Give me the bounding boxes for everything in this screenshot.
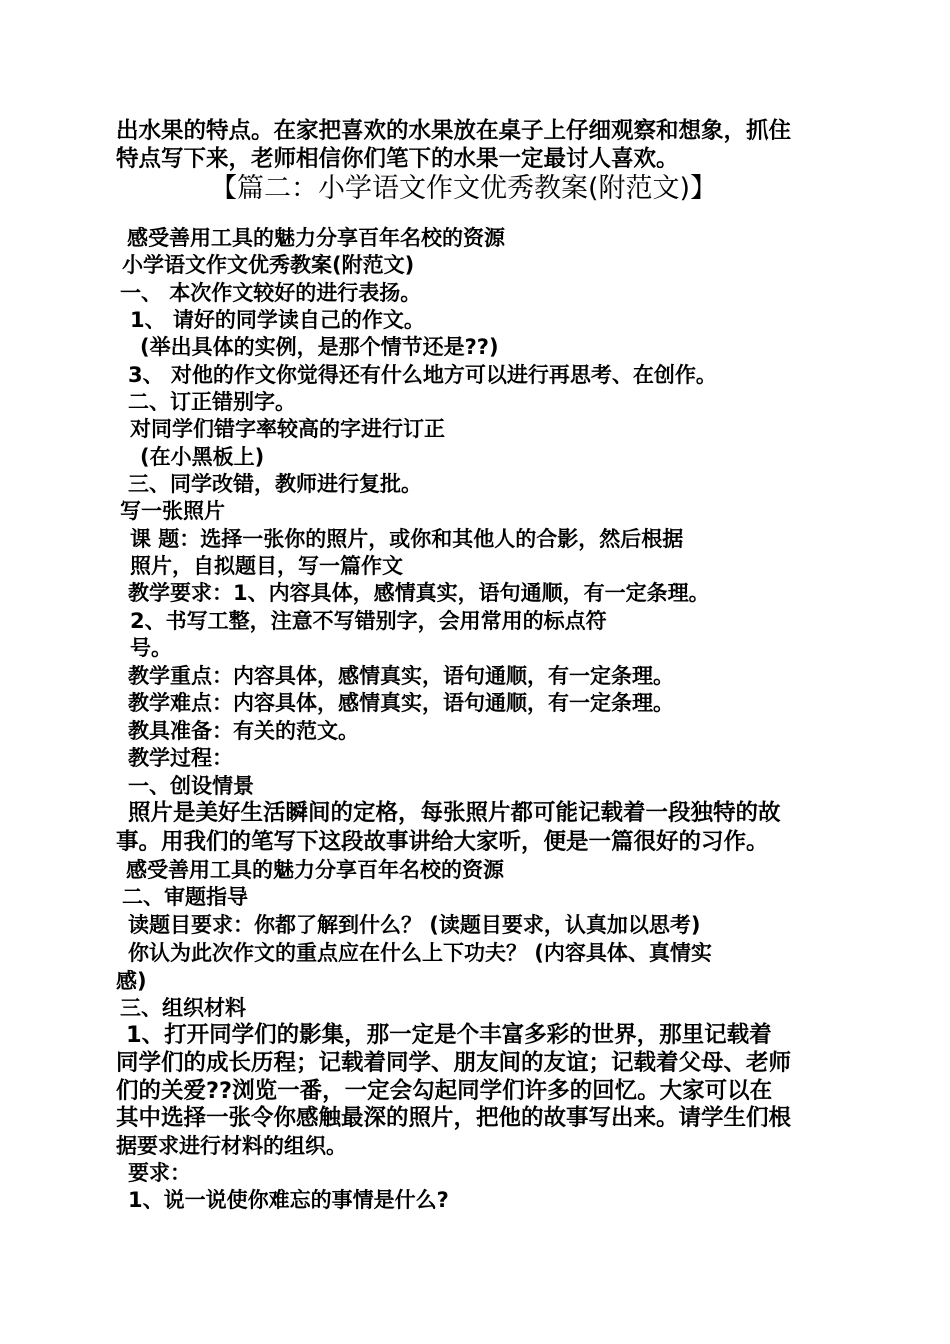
text-line: 据要求进行材料的组织。 — [116, 1134, 347, 1158]
text-line: 感受善用工具的魅力分享百年名校的资源 — [127, 226, 505, 250]
text-line: 3、 对他的作文你觉得还有什么地方可以进行再思考、在创作。 — [128, 363, 717, 387]
text-line: 1、打开同学们的影集，那一定是个丰富多彩的世界，那里记载着 — [126, 1022, 772, 1048]
text-line: 事。用我们的笔写下这段故事讲给大家听，便是一篇很好的习作。 — [116, 829, 769, 855]
text-line: 小学语文作文优秀教案(附范文) — [122, 253, 415, 277]
text-line: 教具准备：有关的范文。 — [128, 719, 359, 743]
text-line: 特点写下来，老师相信你们笔下的水果一定最讨人喜欢。 — [116, 146, 679, 172]
text-line: (举出具体的实例，是那个情节还是??) — [140, 335, 499, 359]
text-line: 教学难点：内容具体，感情真实，语句通顺，有一定条理。 — [128, 691, 674, 715]
text-line: 感) — [116, 969, 147, 993]
text-line: 照片，自拟题目，写一篇作文 — [130, 554, 403, 578]
text-line: 对同学们错字率较高的字进行订正 — [130, 417, 445, 441]
text-line: 三、组织材料 — [120, 996, 246, 1020]
text-line: (在小黑板上) — [140, 445, 265, 469]
text-line: 教学重点：内容具体，感情真实，语句通顺，有一定条理。 — [128, 664, 674, 688]
text-line: 写一张照片 — [120, 499, 225, 523]
text-line: 二、审题指导 — [122, 885, 248, 909]
text-line: 三、同学改错，教师进行复批。 — [128, 472, 422, 496]
text-line: 其中选择一张令你感触最深的照片，把他的故事写出来。请学生们根 — [116, 1105, 792, 1131]
text-line: 课 题：选择一张你的照片，或你和其他人的合影，然后根据 — [130, 527, 684, 551]
text-line: 一、 本次作文较好的进行表扬。 — [120, 281, 422, 305]
text-line: 出水果的特点。在家把喜欢的水果放在桌子上仔细观察和想象，抓住 — [116, 118, 792, 144]
text-line: 要求： — [128, 1161, 191, 1185]
text-line: 们的关爱??浏览一番，一定会勾起同学们许多的回忆。大家可以在 — [116, 1078, 773, 1104]
text-line: 你认为此次作文的重点应在什么上下功夫？ (内容具体、真情实 — [128, 941, 712, 965]
text-line: 照片是美好生活瞬间的定格，每张照片都可能记载着一段独特的故 — [128, 800, 781, 826]
text-line: 1、说一说使你难忘的事情是什么? — [128, 1188, 449, 1212]
text-line: 二、订正错别字。 — [128, 390, 296, 414]
section-heading: 【篇二：小学语文作文优秀教案(附范文)】 — [210, 173, 718, 204]
text-line: 同学们的成长历程；记载着同学、朋友间的友谊；记载着父母、老师 — [116, 1050, 792, 1076]
text-line: 2、书写工整，注意不写错别字，会用常用的标点符 — [130, 609, 607, 633]
text-line: 读题目要求：你都了解到什么？ (读题目要求，认真加以思考) — [128, 913, 701, 937]
text-line: 教学过程： — [128, 746, 233, 770]
text-line: 1、 请好的同学读自己的作文。 — [130, 308, 425, 332]
text-line: 教学要求：1、内容具体，感情真实，语句通顺，有一定条理。 — [128, 581, 710, 605]
text-line: 感受善用工具的魅力分享百年名校的资源 — [126, 858, 504, 882]
text-line: 一、创设情景 — [128, 774, 254, 798]
text-line: 号。 — [130, 636, 172, 660]
